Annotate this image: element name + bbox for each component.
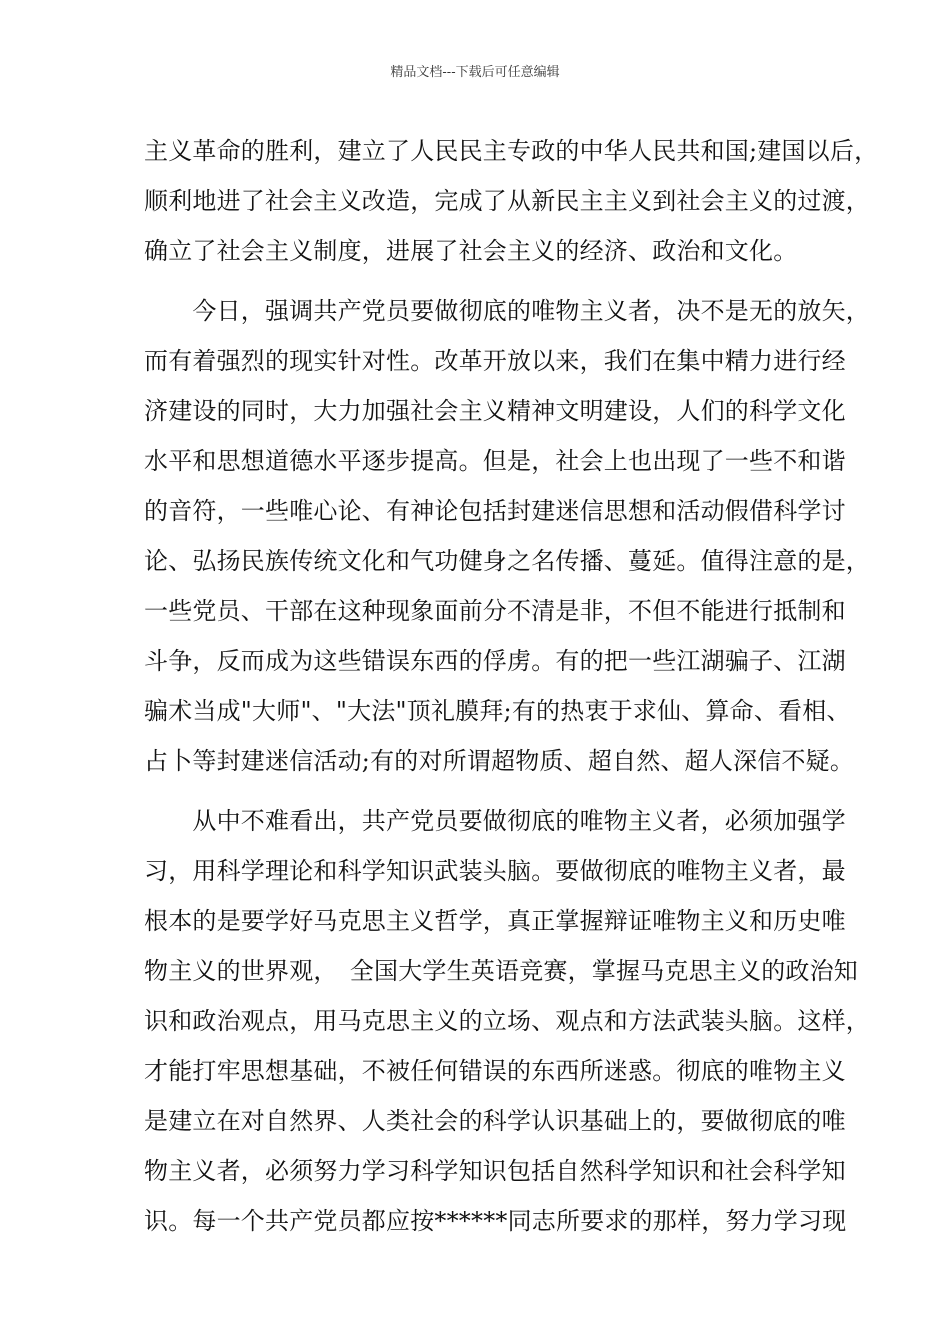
document-body [144,126,879,1246]
text-line: 骗术当成"大师"、"大法"顶礼膜拜;有的热衷于求仙、算命、看相、 [144,697,851,725]
text-line: 今日，强调共产党员要做彻底的唯物主义者，决不是无的放矢， [144,297,870,325]
text-line: 的音符，一些唯心论、有神论包括封建迷信思想和活动假借科学讨 [144,497,846,525]
text-line: 才能打牢思想基础，不被任何错误的东西所迷惑。彻底的唯物主义 [144,1057,846,1085]
text-line: 一些党员、干部在这种现象面前分不清是非，不但不能进行抵制和 [144,597,846,625]
text-line: 习，用科学理论和科学知识武装头脑。要做彻底的唯物主义者，最 [144,857,846,885]
paragraph-spacer [144,276,816,286]
text-line: 主义革命的胜利，建立了人民民主专政的中华人民共和国;建国以后， [144,137,879,165]
text-line: 确立了社会主义制度，进展了社会主义的经济、政治和文化。 [144,237,798,265]
text-line: 根本的是要学好马克思主义哲学，真正掌握辩证唯物主义和历史唯 [144,907,846,935]
paragraph-1 [144,126,879,276]
paragraph-spacer [144,786,816,796]
text-line: 识。每一个共产党员都应按******同志所要求的那样，努力学习现 [144,1207,847,1235]
text-line: 济建设的同时，大力加强社会主义精神文明建设，人们的科学文化 [144,397,846,425]
text-line: 物主义者，必须努力学习科学知识包括自然科学知识和社会科学知 [144,1157,846,1185]
text-line: 斗争，反而成为这些错误东西的俘虏。有的把一些江湖骗子、江湖 [144,647,846,675]
paragraph-2 [144,286,870,786]
text-line: 顺利地进了社会主义改造，完成了从新民主主义到社会主义的过渡， [144,187,870,215]
text-line: 是建立在对自然界、人类社会的科学认识基础上的，要做彻底的唯 [144,1107,846,1135]
paragraph-3 [144,796,870,1246]
text-line: 识和政治观点，用马克思主义的立场、观点和方法武装头脑。这样， [144,1007,870,1035]
text-line: 论、弘扬民族传统文化和气功健身之名传播、蔓延。值得注意的是， [144,547,870,575]
text-line: 而有着强烈的现实针对性。改革开放以来，我们在集中精力进行经 [144,347,846,375]
page-header: 精品文档---下载后可任意编辑 [390,65,560,80]
text-line: 占卜等封建迷信活动;有的对所谓超物质、超自然、超人深信不疑。 [144,747,855,775]
text-line: 水平和思想道德水平逐步提高。但是，社会上也出现了一些不和谐 [144,447,846,475]
text-line: 物主义的世界观， 全国大学生英语竞赛，掌握马克思主义的政治知 [144,957,858,985]
text-line: 从中不难看出，共产党员要做彻底的唯物主义者，必须加强学 [144,807,846,835]
